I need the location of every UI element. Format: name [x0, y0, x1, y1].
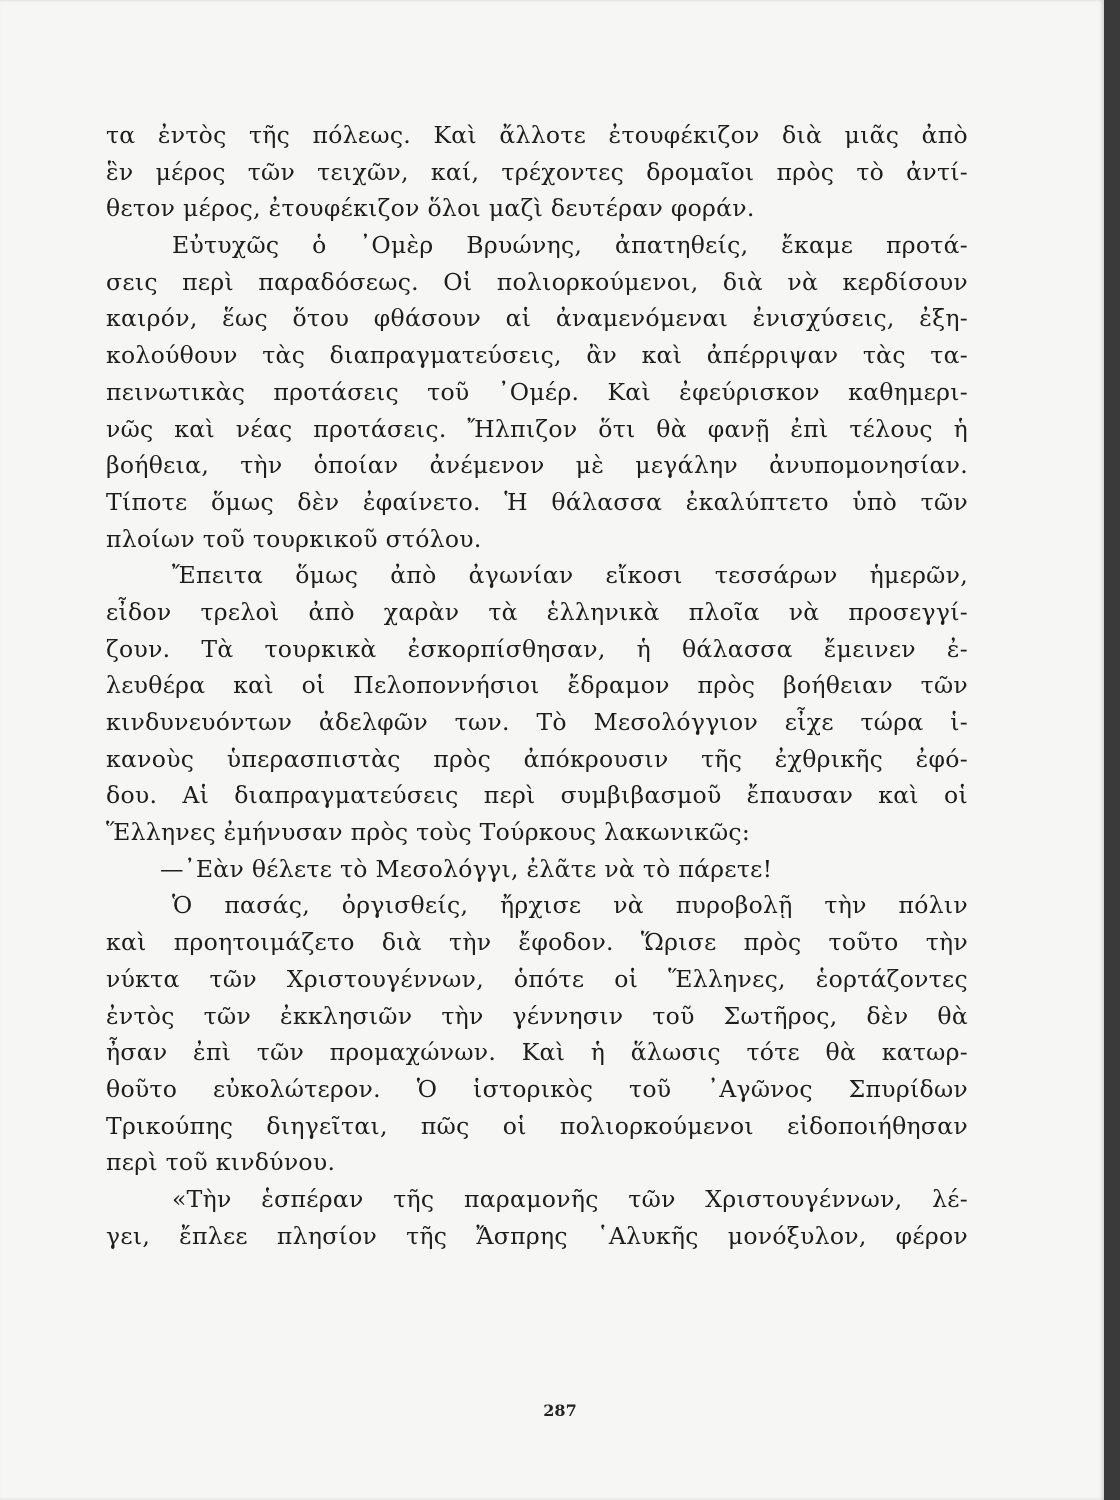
- text-line: νύκτα τῶν Χριστουγέννων, ὁπότε οἱ Ἕλληνες, ἑορτάζοντες: [106, 964, 968, 993]
- text-line: περὶ τοῦ κινδύνου.: [106, 1148, 336, 1177]
- text-line: Ἕλληνες ἐμήνυσαν πρὸς τοὺς Τούρκους λακωνικῶς:: [106, 818, 751, 847]
- text-line: ἦσαν ἐπὶ τῶν προμαχώνων. Καὶ ἡ ἅλωσις τότε θὰ κατωρ-: [106, 1038, 968, 1067]
- text-line: θετον μέρος, ἐτουφέκιζον ὅλοι μαζὶ δευτέραν φοράν.: [106, 194, 755, 223]
- text-line: εἶδον τρελοὶ ἀπὸ χαρὰν τὰ ἑλληνικὰ πλοῖα νὰ προσεγγί-: [106, 597, 968, 626]
- text-line: Ὁ πασάς, ὀργισθείς, ἤρχισε νὰ πυροβολῇ τὴν πόλιν: [172, 891, 968, 920]
- text-line: τα ἐντὸς τῆς πόλεως. Καὶ ἄλλοτε ἐτουφέκιζον διὰ μιᾶς ἀπὸ: [106, 121, 968, 149]
- text-line: «Τὴν ἑσπέραν τῆς παραμονῆς τῶν Χριστουγέννων, λέ-: [172, 1184, 968, 1213]
- text-line: Τίποτε ὅμως δὲν ἐφαίνετο. Ἡ θάλασσα ἐκαλύπτετο ὑπὸ τῶν: [106, 487, 968, 516]
- text-line: νῶς καὶ νέας προτάσεις. Ἤλπιζον ὅτι θὰ φανῇ ἐπὶ τέλους ἡ: [106, 414, 968, 443]
- text-line: καὶ προητοιμάζετο διὰ τὴν ἔφοδον. Ὥρισε πρὸς τοῦτο τὴν: [106, 928, 968, 957]
- text-line: ζουν. Τὰ τουρκικὰ ἐσκορπίσθησαν, ἡ θάλασσα ἔμεινεν ἐ-: [106, 634, 968, 663]
- text-line: —᾿Εὰν θέλετε τὸ Μεσολόγγι, ἐλᾶτε νὰ τὸ πάρετε!: [160, 854, 773, 883]
- text-line: καιρόν, ἕως ὅτου φθάσουν αἱ ἀναμενόμεναι ἐνισχύσεις, ἐξη-: [106, 304, 968, 333]
- text-line: πεινωτικὰς προτάσεις τοῦ ᾿Ομέρ. Καὶ ἐφεύρισκον καθημερι-: [106, 377, 968, 406]
- text-line: ἓν μέρος τῶν τειχῶν, καί, τρέχοντες δρομαῖοι πρὸς τὸ ἀντί-: [106, 157, 968, 186]
- text-line: βοήθεια, τὴν ὁποίαν ἀνέμενον μὲ μεγάλην ἀνυπομονησίαν.: [106, 451, 968, 480]
- text-line: Εὐτυχῶς ὁ ᾿Ομὲρ Βρυώνης, ἀπατηθείς, ἔκαμε προτά-: [172, 231, 968, 260]
- text-line: γει, ἔπλεε πλησίον τῆς Ἄσπρης ῾Αλυκῆς μονόξυλον, φέρον: [106, 1221, 968, 1250]
- text-line: κολούθουν τὰς διαπραγματεύσεις, ἂν καὶ ἀπέρριψαν τὰς τα-: [106, 341, 968, 370]
- text-line: ἐντὸς τῶν ἐκκλησιῶν τὴν γέννησιν τοῦ Σωτῆρος, δὲν θὰ: [106, 1001, 968, 1030]
- text-line: δου. Αἱ διαπραγματεύσεις περὶ συμβιβασμοῦ ἔπαυσαν καὶ οἱ: [106, 781, 968, 810]
- text-line: κανοὺς ὑπερασπιστὰς πρὸς ἀπόκρουσιν τῆς ἐχθρικῆς ἐφό-: [106, 744, 968, 773]
- text-line: πλοίων τοῦ τουρκικοῦ στόλου.: [106, 524, 482, 553]
- text-line: σεις περὶ παραδόσεως. Οἱ πολιορκούμενοι, διὰ νὰ κερδίσουν: [106, 267, 968, 296]
- text-line: θοῦτο εὐκολώτερον. Ὁ ἱστορικὸς τοῦ ᾿Αγῶνος Σπυρίδων: [106, 1074, 968, 1103]
- text-line: Ἔπειτα ὅμως ἀπὸ ἀγωνίαν εἴκοσι τεσσάρων ἡμερῶν,: [172, 561, 968, 590]
- text-line: κινδυνευόντων ἀδελφῶν των. Τὸ Μεσολόγγιον εἶχε τώρα ἱ-: [106, 708, 968, 736]
- body-text: [106, 117, 968, 1254]
- text-line: λευθέρα καὶ οἱ Πελοποννήσιοι ἔδραμον πρὸς βοήθειαν τῶν: [106, 671, 968, 700]
- text-line: Τρικούπης διηγεῖται, πῶς οἱ πολιορκούμενοι εἰδοποιήθησαν: [106, 1111, 968, 1140]
- page-number: 287: [543, 1401, 577, 1420]
